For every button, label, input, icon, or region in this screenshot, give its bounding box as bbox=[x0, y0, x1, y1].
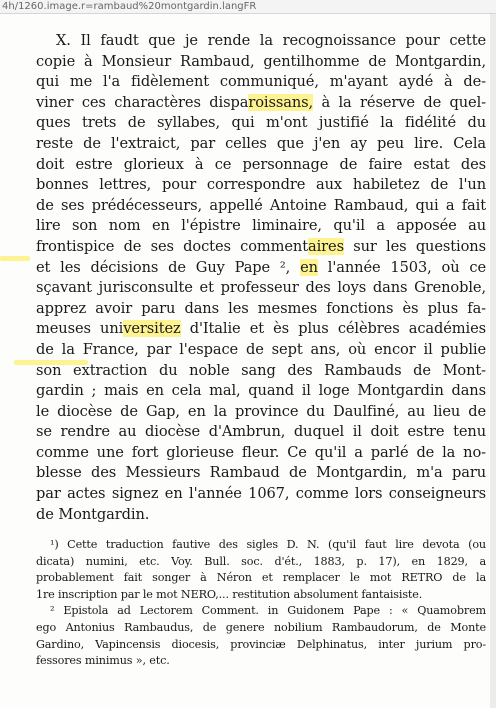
footnote-line: probablement fait songer à Néron et remplacer le mot RETRO de la bbox=[36, 571, 486, 585]
text-line: son extraction du noble sang des Rambauds de Mont- bbox=[36, 361, 486, 379]
text-line: viner ces charactères disparoissans, à la réserve de quel- bbox=[36, 93, 486, 111]
text-line: qui me l'a fidèlement communiqué, m'ayant aydé à de- bbox=[36, 73, 486, 91]
text-line: frontispice de ses doctes commentaires sur les questions bbox=[36, 237, 486, 255]
text-line: copie à Monsieur Rambaud, gentilhomme de Montgardin, bbox=[36, 52, 486, 70]
text-line: se rendre au diocèse d'Ambrun, duquel il doit estre tenu bbox=[36, 423, 486, 441]
text-line: bonnes lettres, pour correspondre aux habiletez de l'un bbox=[36, 176, 486, 194]
footnote-line: ² Epistola ad Lectorem Comment. in Guidonem Pape : « Quamobrem bbox=[50, 604, 486, 618]
footnote-line: dicata) numini, etc. Voy. Bull. soc. d'ét., 1883, p. 17), en 1829, a bbox=[36, 554, 486, 568]
text-line: blesse des Messieurs Rambaud de Montgardin, m'a paru bbox=[36, 464, 486, 482]
footnotes bbox=[36, 537, 486, 670]
text-line: gardin ; mais en cela mal, quand il loge Montgardin dans bbox=[36, 382, 486, 400]
url-text: 4h/1260.image.r=rambaud%20montgardin.langFR bbox=[2, 1, 257, 12]
text-line: meuses universitez d'Italie et ès plus célèbres académies bbox=[36, 320, 486, 338]
text-line: sçavant jurisconsulte et professeur des loys dans Grenoble, bbox=[36, 279, 486, 297]
footnote-line: ¹) Cette traduction fautive des sigles D. N. (qu'il faut lire devota (ou bbox=[50, 538, 486, 551]
footnote-line: Gardino, Vapincensis diocesis, provinciæ Delphinatus, inter jurium pro- bbox=[36, 637, 486, 651]
highlighted-word: roissans, bbox=[248, 93, 314, 111]
text-line: de ses prédécesseurs, appellé Antoine Rambaud, qui a fait bbox=[36, 196, 486, 214]
browser-url-bar[interactable] bbox=[0, 0, 496, 14]
vertical-scrollbar[interactable] bbox=[490, 14, 496, 708]
text-line: lire son nom en l'épistre liminaire, qu'il a apposée au bbox=[36, 217, 486, 235]
text-line: apprez avoir paru dans les mesmes fonctions ès plus fa- bbox=[36, 299, 486, 317]
highlighted-word: en bbox=[300, 258, 318, 276]
highlighted-word: aires bbox=[307, 237, 344, 255]
scanned-page bbox=[0, 14, 496, 708]
text-line: et les décisions de Guy Pape ², en l'année 1503, où ce bbox=[36, 258, 486, 276]
text-line: ques trets de syllabes, qui m'ont justifié la fidélité du bbox=[36, 114, 486, 132]
text-line: reste de l'extraict, par celles que j'en ay peu lire. Cela bbox=[36, 134, 486, 152]
text-line: comme une fort glorieuse fleur. Ce qu'il a parlé de la no- bbox=[36, 443, 486, 461]
text-line: par actes signez en l'année 1067, comme lors conseigneurs bbox=[36, 485, 486, 503]
footnote-line: fessores minimus », etc. bbox=[36, 654, 170, 668]
text-line: doit estre glorieux à ce personnage de faire estat des bbox=[36, 155, 486, 173]
margin-highlight-mark bbox=[0, 256, 30, 261]
text-line: X. Il faudt que je rende la recognoissance pour cette bbox=[56, 32, 486, 49]
highlighted-word: versitez bbox=[123, 320, 181, 338]
paragraph-x bbox=[36, 31, 486, 525]
text-line: de Montgardin. bbox=[36, 505, 150, 523]
footnote-line: ego Antonius Rambaudus, de genere nobilium Rambaudorum, de Monte bbox=[36, 620, 486, 634]
footnote-line: 1re inscription par le mot NERO,... restitution absolument fantaisiste. bbox=[36, 587, 423, 601]
text-line: de la France, par l'espace de sept ans, où encor il publie bbox=[36, 340, 486, 358]
text-line: le diocèse de Gap, en la province du Daulfiné, au lieu de bbox=[36, 402, 486, 420]
